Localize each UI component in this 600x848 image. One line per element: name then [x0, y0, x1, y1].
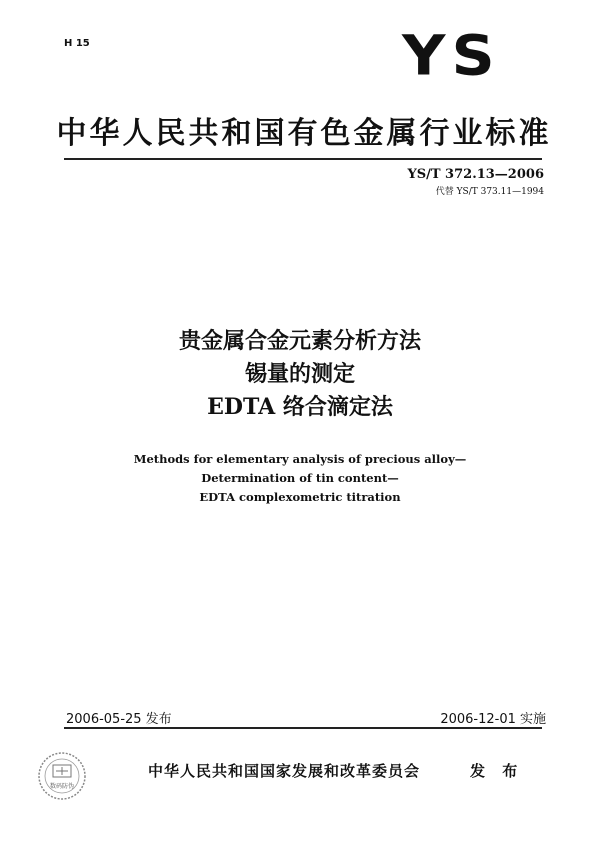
- main-title-line2: 锡量的测定: [244, 362, 355, 387]
- implement-date: 2006-12-01 实施: [440, 712, 546, 727]
- footer-divider: [64, 727, 542, 729]
- standard-category-title: 中华人民共和国有色金属行业标准: [56, 116, 552, 151]
- issue-label: 发 布: [470, 762, 524, 780]
- classification-code: H 15: [64, 38, 90, 49]
- header-divider: [64, 158, 542, 160]
- english-title-line3: EDTA complexometric titration: [199, 490, 401, 504]
- ys-logo: YS: [402, 23, 501, 89]
- seal-text: 数码防伪: [49, 783, 75, 790]
- main-title: [0, 325, 600, 424]
- english-title-line2: Determination of tin content—: [201, 471, 399, 485]
- main-title-line1: 贵金属合金元素分析方法: [178, 329, 421, 354]
- anti-counterfeit-seal: [36, 750, 88, 802]
- english-title-line1: Methods for elementary analysis of precious alloy—: [133, 452, 467, 466]
- standard-number: YS/T 372.13—2006: [407, 167, 544, 182]
- replaces-standard: 代替 YS/T 373.11—1994: [435, 187, 544, 197]
- issuing-authority: 中华人民共和国国家发展和改革委员会: [148, 762, 421, 780]
- publish-date: 2006-05-25 发布: [66, 712, 172, 727]
- english-title: [0, 450, 600, 507]
- main-title-line3: EDTA 络合滴定法: [207, 394, 393, 420]
